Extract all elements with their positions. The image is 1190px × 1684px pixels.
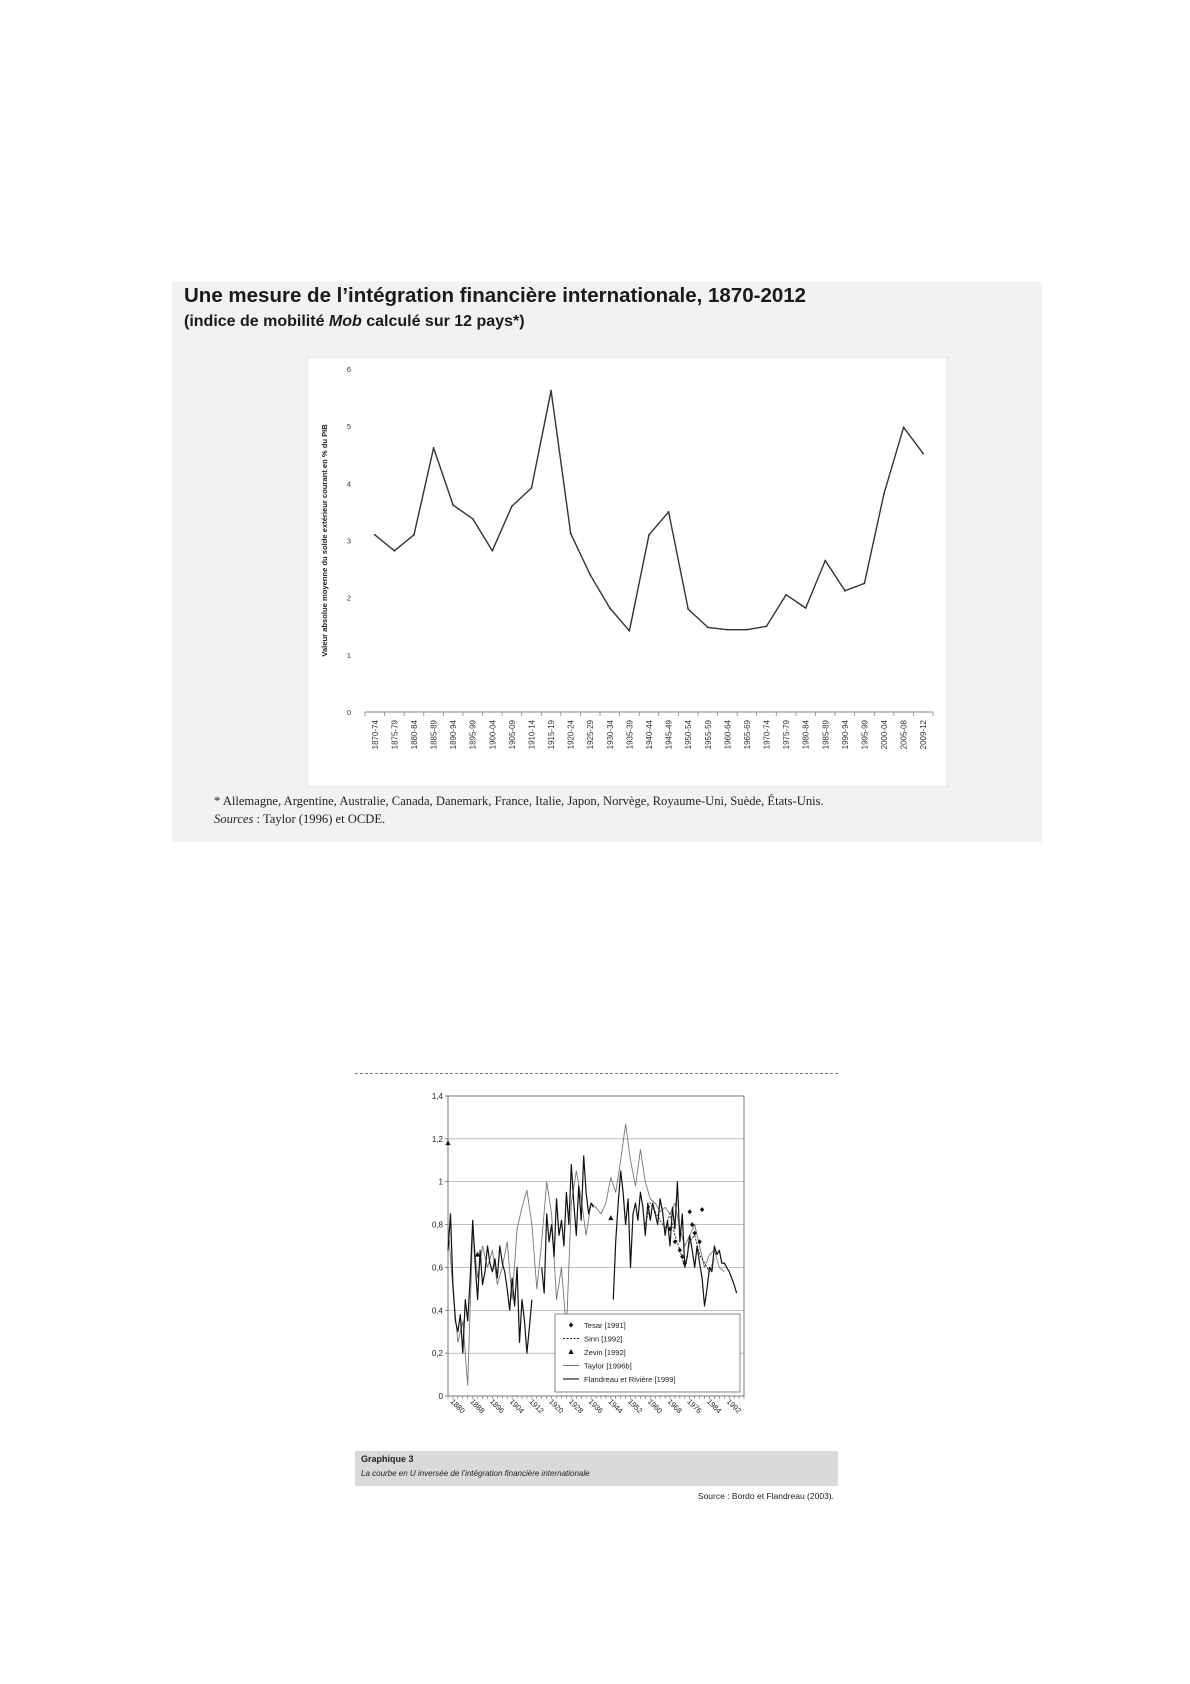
x-tick-label: 1885-89 xyxy=(429,720,439,750)
x-tick-label: 1890-94 xyxy=(449,720,459,750)
data-point xyxy=(491,550,493,552)
subtitle-prefix: (indice de mobilité xyxy=(184,313,329,330)
data-point xyxy=(864,582,866,584)
x-tick-label: 1960 xyxy=(645,1397,665,1416)
figure-2-caption xyxy=(355,1451,838,1486)
subtitle-italic: Mob xyxy=(328,313,362,330)
data-point xyxy=(746,629,748,631)
x-tick-label: 1984 xyxy=(705,1397,724,1416)
y-tick-label: 6 xyxy=(346,365,351,374)
x-tick-label: 1930-34 xyxy=(605,720,615,750)
x-tick-label: 1968 xyxy=(665,1397,684,1416)
y-tick-label: 0 xyxy=(438,1392,443,1401)
x-tick-label: 1970-74 xyxy=(762,720,772,750)
x-tick-label: 1896 xyxy=(488,1397,507,1416)
y-tick-label: 5 xyxy=(346,422,351,432)
x-tick-label: 2005-08 xyxy=(899,720,909,750)
y-tick-label: 0 xyxy=(346,708,351,717)
x-tick-label: 1920 xyxy=(547,1397,566,1416)
x-tick-label: 2009-12 xyxy=(919,720,929,750)
x-tick-label: 1965-69 xyxy=(742,720,752,750)
x-tick-label: 1952 xyxy=(626,1397,645,1416)
x-tick-label: 1935-39 xyxy=(625,720,635,750)
sources-text: : Taylor (1996) et OCDE. xyxy=(253,812,386,826)
data-point xyxy=(472,518,474,520)
data-point xyxy=(452,504,454,506)
data-point xyxy=(883,493,885,495)
figure-2-caption-text: La courbe en U inversée de l’intégration financière internationale xyxy=(361,1469,590,1478)
data-point xyxy=(589,574,591,576)
x-tick-label: 1895-99 xyxy=(468,720,478,750)
data-point xyxy=(531,487,533,489)
figure-2-source: Source : Bordo et Flandreau (2003). xyxy=(697,1491,834,1501)
data-point xyxy=(550,390,552,392)
y-tick-label: 1,2 xyxy=(431,1134,443,1144)
data-point xyxy=(824,560,826,562)
data-point xyxy=(570,533,572,535)
x-tick-label: 1995-99 xyxy=(860,720,870,750)
chart-1 xyxy=(307,357,947,787)
x-tick-label: 1904 xyxy=(507,1397,526,1416)
data-point xyxy=(903,426,905,428)
x-tick-label: 1912 xyxy=(527,1397,546,1416)
figure-1-sources xyxy=(214,812,385,827)
data-point xyxy=(726,629,728,631)
figure-1-footnote: * Allemagne, Argentine, Australie, Canada, Danemark, France, Italie, Japon, Norvège, Royaume-Uni, Suède, États-Unis. xyxy=(214,794,824,808)
data-point xyxy=(511,505,513,507)
x-tick-label: 1915-19 xyxy=(547,720,557,750)
x-tick-label: 1980-84 xyxy=(801,720,811,750)
x-tick-label: 1870-74 xyxy=(370,720,380,750)
x-tick-label: 1900-04 xyxy=(488,720,498,750)
x-tick-label: 1945-49 xyxy=(664,720,674,750)
legend-label: Zevin [1992] xyxy=(584,1348,626,1357)
x-tick-label: 1936 xyxy=(586,1397,605,1416)
y-tick-label: 1 xyxy=(346,650,351,660)
data-point xyxy=(707,626,709,628)
x-tick-label: 1975-79 xyxy=(782,720,792,750)
y-tick-label: 0,6 xyxy=(431,1263,443,1273)
y-tick-label: 3 xyxy=(346,536,351,546)
subtitle-suffix: calculé sur 12 pays*) xyxy=(361,313,525,330)
data-point xyxy=(922,453,924,455)
x-tick-label: 1944 xyxy=(606,1397,625,1416)
y-tick-label: 0,8 xyxy=(431,1220,443,1230)
y-tick-label: 1,4 xyxy=(431,1092,443,1101)
data-point xyxy=(374,534,376,536)
data-point xyxy=(805,607,807,609)
x-tick-label: 1920-24 xyxy=(566,720,576,750)
y-tick-label: 2 xyxy=(346,593,351,603)
data-point xyxy=(766,625,768,627)
legend-label: Tesar [1991] xyxy=(584,1321,626,1330)
x-tick-label: 1888 xyxy=(468,1397,487,1416)
y-tick-label: 1 xyxy=(438,1177,443,1187)
data-point xyxy=(844,590,846,592)
x-tick-label: 1940-44 xyxy=(645,720,654,750)
data-point xyxy=(785,594,787,596)
y-tick-label: 4 xyxy=(346,479,351,489)
legend-label: Sinn [1992] xyxy=(584,1334,623,1344)
figure-2 xyxy=(355,1073,838,1506)
legend-label: Flandreau et Rivière [1999] xyxy=(584,1375,676,1384)
figure-1-title: Une mesure de l’intégration financière internationale, 1870-2012 xyxy=(184,284,807,307)
x-tick-label: 1960-64 xyxy=(723,720,733,750)
x-tick-label: 1905-09 xyxy=(507,720,517,750)
data-point xyxy=(609,607,611,609)
data-point xyxy=(668,511,670,513)
figure-1 xyxy=(172,282,1042,842)
y-axis-label: Valeur absolue moyenne du solde extérieur courant en % du PIB xyxy=(320,424,329,657)
x-tick-label: 1875-79 xyxy=(390,720,400,750)
x-tick-label: 1990-94 xyxy=(840,720,850,750)
data-point xyxy=(648,534,650,536)
figure-2-caption-title: Graphique 3 xyxy=(361,1454,414,1464)
data-point xyxy=(687,608,689,610)
figure-1-subtitle xyxy=(184,313,525,331)
x-tick-label: 1925-29 xyxy=(586,720,596,750)
x-tick-label: 1950-54 xyxy=(684,720,694,750)
chart-2 xyxy=(355,1074,838,1451)
x-tick-label: 1880 xyxy=(448,1397,467,1416)
x-tick-label: 1992 xyxy=(724,1397,744,1416)
data-point xyxy=(433,447,435,449)
data-point xyxy=(413,534,415,536)
x-tick-label: 1928 xyxy=(566,1397,586,1416)
y-tick-label: 0,2 xyxy=(431,1349,443,1359)
data-point xyxy=(629,630,631,632)
x-tick-label: 1985-89 xyxy=(821,720,831,750)
legend-label: Taylor [1996b] xyxy=(584,1361,632,1371)
x-tick-label: 1910-14 xyxy=(527,720,537,750)
data-point xyxy=(393,550,395,552)
x-tick-label: 1880-84 xyxy=(409,720,419,750)
y-tick-label: 0,4 xyxy=(431,1306,443,1316)
sources-label: Sources xyxy=(214,812,254,826)
x-tick-label: 1976 xyxy=(685,1397,704,1416)
x-tick-label: 2000-04 xyxy=(880,720,890,750)
x-tick-label: 1955-59 xyxy=(703,720,713,750)
